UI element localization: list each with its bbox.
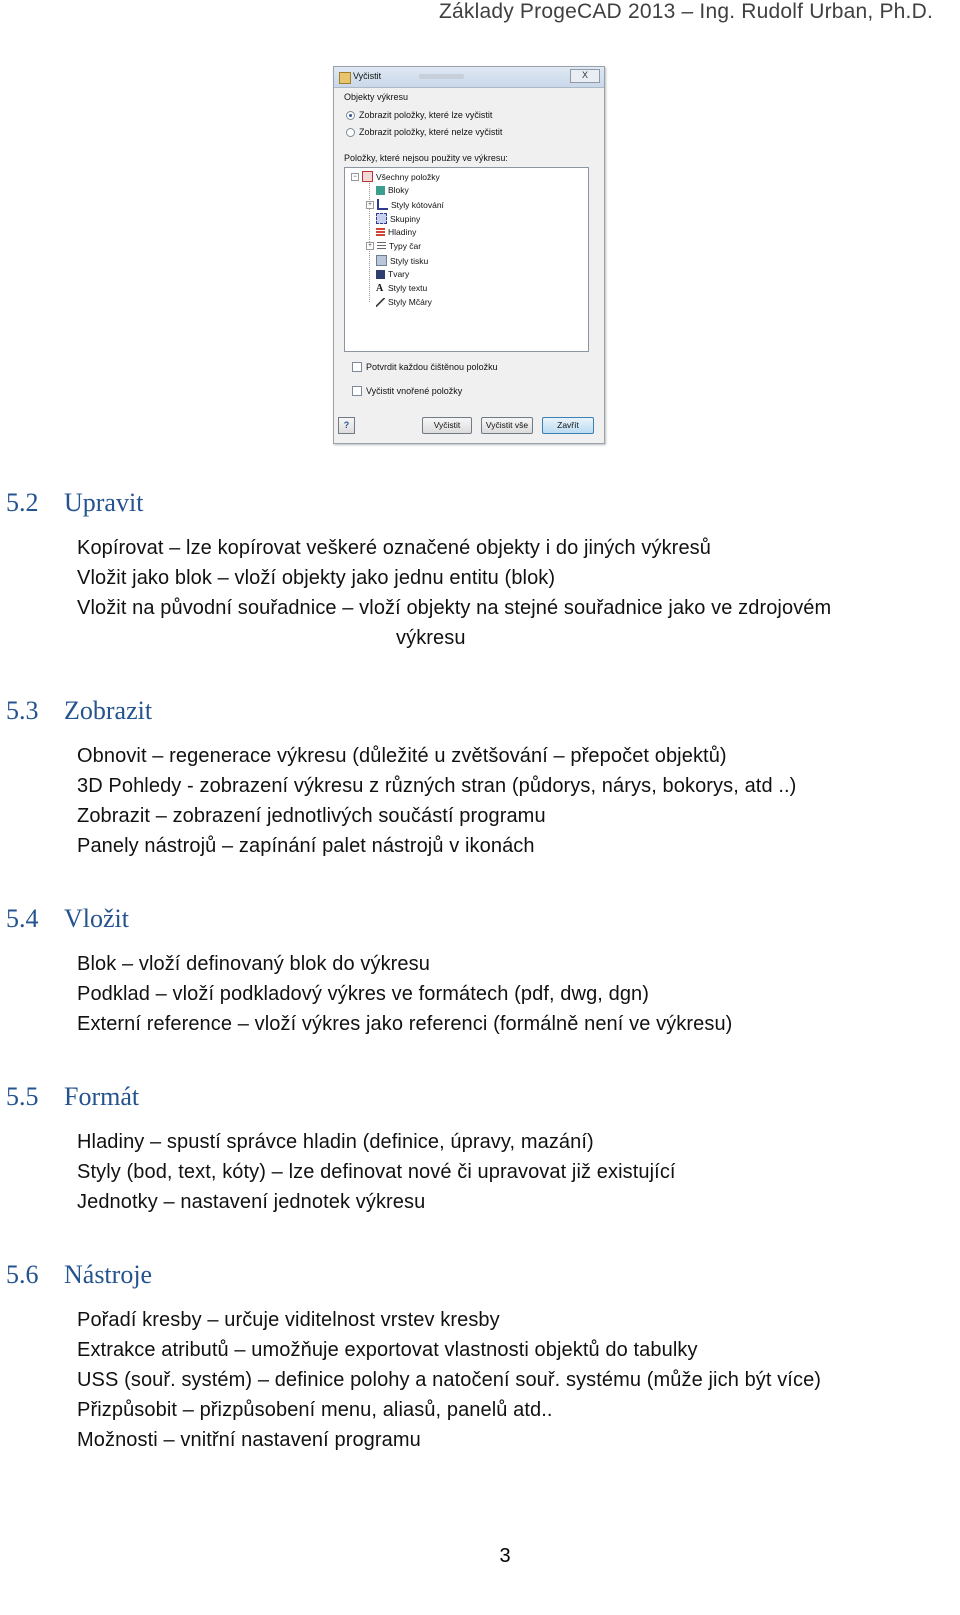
tree-item-plotstyles[interactable]: Styly tisku [376,255,428,266]
text-line: Blok – vloží definovaný blok do výkresu [77,953,430,975]
section-heading [6,1082,139,1112]
blocks-icon [376,186,385,195]
tree-item-blocks[interactable]: Bloky [376,185,409,195]
collapse-icon[interactable]: − [351,173,359,181]
section-title: Formát [64,1082,140,1111]
section-number: 5.2 [6,488,39,517]
text-line: Extrakce atributů – umožňuje exportovat vlastnosti objektů do tabulky [77,1339,698,1361]
text-line: Přizpůsobit – přizpůsobení menu, aliasů, panelů atd.. [77,1399,553,1421]
titlebar-placeholder [419,74,464,79]
radio-icon [346,128,355,137]
groups-icon [376,213,387,224]
radio-selected-icon [346,111,355,120]
section-heading [6,488,143,518]
text-line: Pořadí kresby – určuje viditelnost vrstev kresby [77,1309,500,1331]
tree-item-layers[interactable]: Hladiny [376,227,416,237]
section-title: Zobrazit [64,696,153,725]
section-heading [6,904,129,934]
tree-item-groups[interactable]: Skupiny [376,213,420,224]
purge-all-button[interactable]: Vyčistit vše [481,417,533,434]
text-line: Styly (bod, text, kóty) – lze definovat nové či upravovat již existující [77,1161,676,1183]
close-icon[interactable]: X [570,69,600,83]
tree-item-all[interactable]: − Všechny položky [351,171,440,182]
text-line: výkresu [396,627,466,649]
dimstyles-icon [377,199,388,210]
tree-item-textstyles[interactable]: A Styly textu [376,282,428,294]
checkbox-icon [352,386,362,396]
layers-icon [376,228,385,237]
section-number: 5.3 [6,696,39,725]
radio-purgeable[interactable]: Zobrazit položky, které lze vyčistit [346,110,492,120]
items-tree[interactable] [344,167,589,352]
text-a-icon: A [376,282,384,294]
text-line: Panely nástrojů – zapínání palet nástrojů v ikonách [77,835,535,857]
mline-icon [376,298,385,307]
linetypes-icon [377,242,386,251]
text-line: Vložit na původní souřadnice – vloží objekty na stejné souřadnice jako ve zdrojovém [77,597,832,619]
text-line: 3D Pohledy - zobrazení výkresu z různých stran (půdorys, nárys, bokorys, atd ..) [77,775,797,797]
tree-label: Položky, které nejsou použity ve výkresu: [344,153,508,163]
purge-dialog [333,66,605,444]
page-number: 3 [499,1545,511,1567]
text-line: USS (souř. systém) – definice polohy a natočení souř. systému (může jich být více) [77,1369,822,1391]
radio-not-purgeable[interactable]: Zobrazit položky, které nelze vyčistit [346,127,502,137]
checkbox-icon [352,362,362,372]
text-line: Podklad – vloží podkladový výkres ve formátech (pdf, dwg, dgn) [77,983,650,1005]
group-label: Objekty výkresu [344,92,409,102]
dialog-title: Vyčistit [353,71,382,81]
help-button[interactable]: ? [338,417,355,434]
text-line: Obnovit – regenerace výkresu (důležité u zvětšování – přepočet objektů) [77,745,727,767]
section-heading [6,696,152,726]
tree-item-dimstyles[interactable]: + Styly kótování [366,199,444,210]
section-number: 5.5 [6,1082,39,1111]
close-button[interactable]: Zavřít [542,417,594,434]
expand-icon[interactable]: + [366,201,374,209]
dialog-titlebar [334,67,604,88]
purge-button[interactable]: Vyčistit [422,417,472,434]
confirm-checkbox[interactable]: Potvrdit každou čištěnou položku [352,362,498,372]
nested-checkbox[interactable]: Vyčistit vnořené položky [352,386,462,396]
section-number: 5.6 [6,1260,39,1289]
tree-item-linetypes[interactable]: + Typy čar [366,241,421,251]
all-items-icon [362,171,373,182]
section-number: 5.4 [6,904,39,933]
page-header: Základy ProgeCAD 2013 – Ing. Rudolf Urban, Ph.D. [438,0,933,23]
section-heading [6,1260,152,1290]
plotstyles-icon [376,255,387,266]
shapes-icon [376,270,385,279]
tree-item-mlinestyles[interactable]: Styly Mčáry [376,297,432,307]
section-title: Vložit [64,904,129,933]
tree-item-shapes[interactable]: Tvary [376,269,409,279]
text-line: Možnosti – vnitřní nastavení programu [77,1429,421,1451]
section-title: Upravit [64,488,144,517]
text-line: Jednotky – nastavení jednotek výkresu [77,1191,426,1213]
expand-icon[interactable]: + [366,242,374,250]
section-title: Nástroje [64,1260,153,1289]
app-icon [339,72,351,84]
text-line: Zobrazit – zobrazení jednotlivých součástí programu [77,805,546,827]
text-line: Vložit jako blok – vloží objekty jako jednu entitu (blok) [77,567,556,589]
text-line: Kopírovat – lze kopírovat veškeré označené objekty i do jiných výkresů [77,537,711,559]
text-line: Externí reference – vloží výkres jako referenci (formálně není ve výkresu) [77,1013,733,1035]
text-line: Hladiny – spustí správce hladin (definice, úpravy, mazání) [77,1131,594,1153]
